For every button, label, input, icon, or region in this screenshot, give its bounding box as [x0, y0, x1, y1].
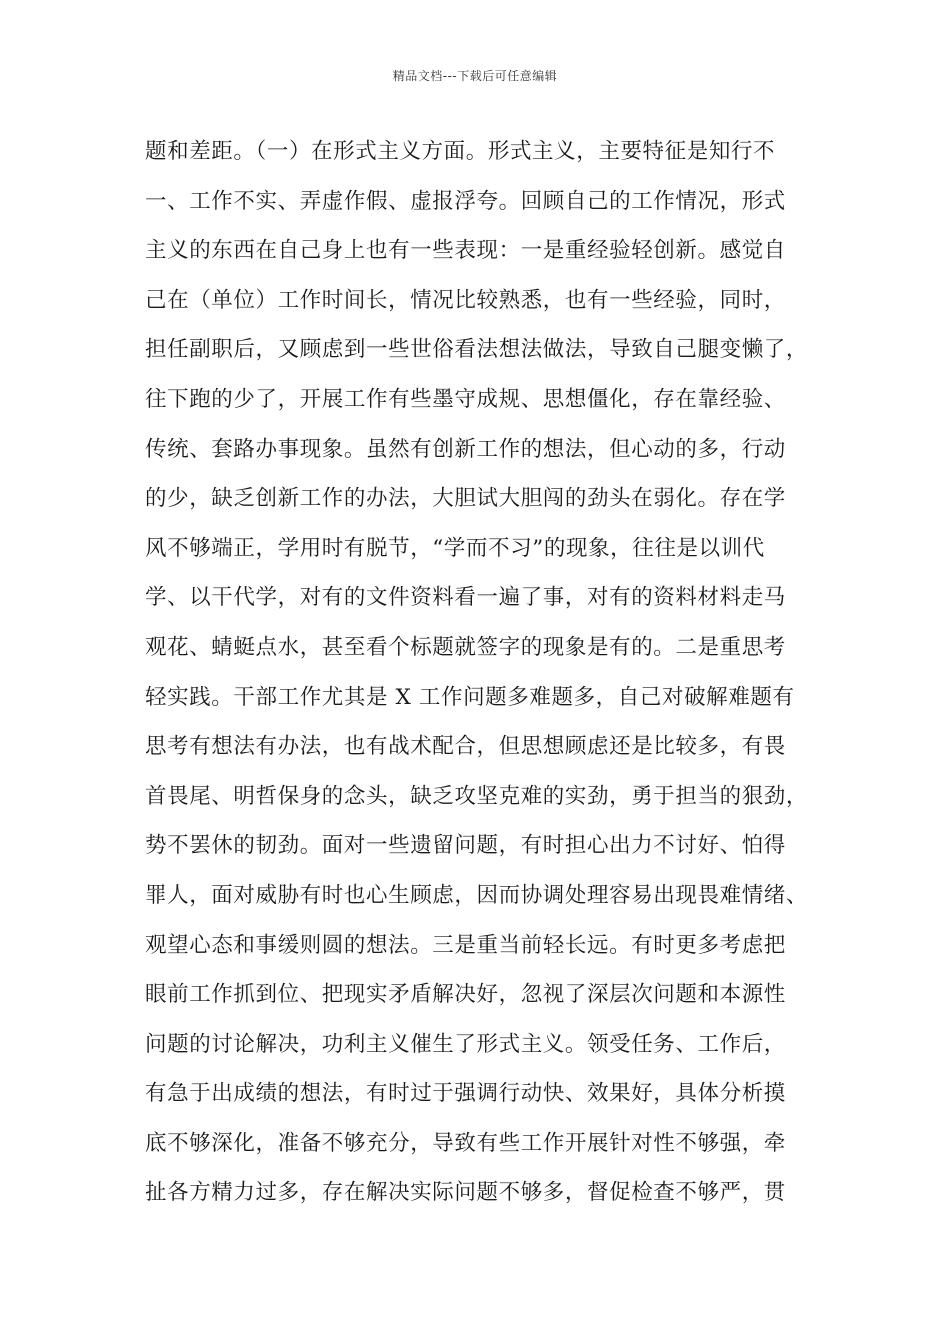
page-header: 精品文档---下载后可任意编辑: [392, 69, 558, 83]
text-line: 观望心态和事缓则圆的想法。三是重当前轻长远。有时更多考虑把: [145, 932, 786, 958]
text-line: 有急于出成绩的想法，有时过于强调行动快、效果好，具体分析摸: [145, 1081, 786, 1107]
text-line: 一、工作不实、弄虚作假、虚报浮夸。回顾自己的工作情况，形式: [145, 188, 786, 214]
text-line: 首畏尾、明哲保身的念头，缺乏攻坚克难的实劲，勇于担当的狠劲，: [145, 783, 809, 809]
text-line: 学、以干代学，对有的文件资料看一遍了事，对有的资料材料走马: [145, 585, 786, 611]
text-line: 观花、蜻蜓点水，甚至看个标题就签字的现象是有的。二是重思考: [145, 634, 786, 660]
text-line: 问题的讨论解决，功利主义催生了形式主义。领受任务、工作后，: [145, 1031, 786, 1057]
text-line: 己在（单位）工作时间长，情况比较熟悉，也有一些经验，同时，: [145, 287, 786, 313]
text-line: 底不够深化，准备不够充分，导致有些工作开展针对性不够强，牵: [145, 1130, 786, 1156]
text-line: 势不罢休的韧劲。面对一些遗留问题，有时担心出力不讨好、怕得: [145, 833, 786, 859]
text-line: 扯各方精力过多，存在解决实际问题不够多，督促检查不够严，贯: [145, 1180, 786, 1206]
text-line: 担任副职后，又顾虑到一些世俗看法想法做法，导致自己腿变懒了，: [145, 337, 809, 363]
text-line: 眼前工作抓到位、把现实矛盾解决好，忽视了深层次问题和本源性: [145, 982, 786, 1008]
text-line: 往下跑的少了，开展工作有些墨守成规、思想僵化，存在靠经验、: [145, 386, 786, 412]
body-text: [145, 133, 835, 1224]
text-line: 题和差距。（一）在形式主义方面。形式主义，主要特征是知行不: [145, 139, 776, 164]
text-line: 传统、套路办事现象。虽然有创新工作的想法，但心动的多，行动: [145, 436, 786, 462]
text-line: 轻实践。干部工作尤其是 X 工作问题多难题多，自己对破解难题有: [145, 684, 795, 710]
text-line: 主义的东西在自己身上也有一些表现：一是重经验轻创新。感觉自: [145, 238, 786, 264]
text-line: 思考有想法有办法，也有战术配合，但思想顾虑还是比较多，有畏: [145, 734, 786, 760]
text-line: 罪人，面对威胁有时也心生顾虑，因而协调处理容易出现畏难情绪、: [145, 882, 809, 908]
text-line: 风不够端正，学用时有脱节，“学而不习”的现象，往往是以训代: [145, 535, 765, 561]
text-line: 的少，缺乏创新工作的办法，大胆试大胆闯的劲头在弱化。存在学: [145, 486, 786, 512]
